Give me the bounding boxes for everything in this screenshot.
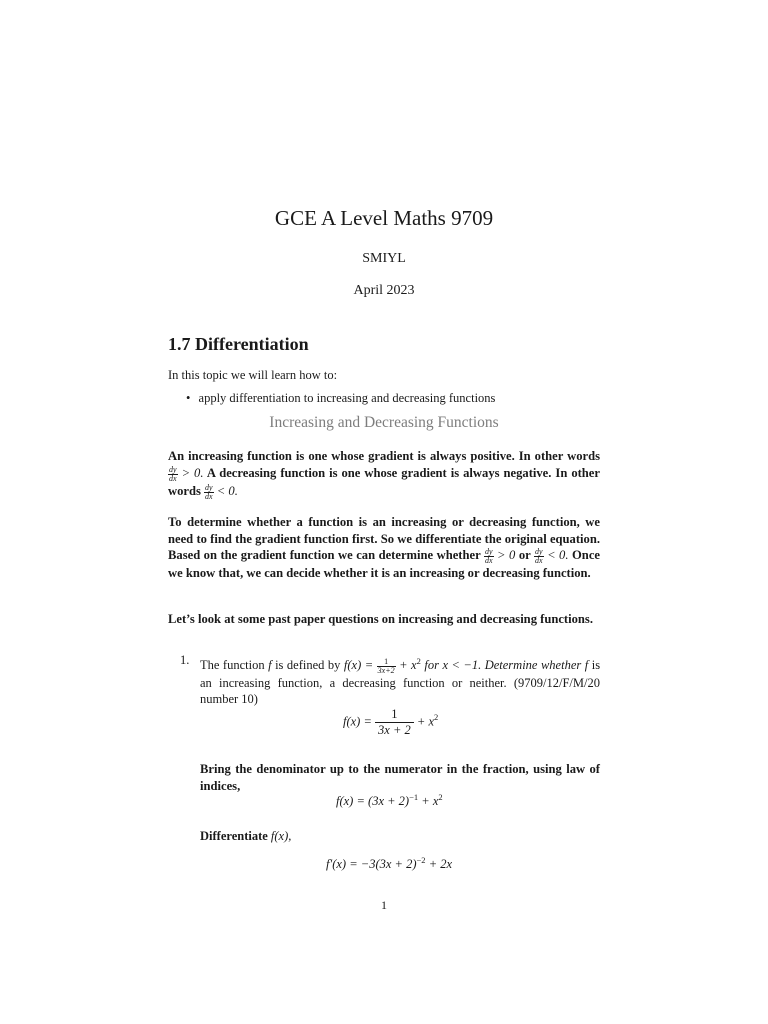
document-date: April 2023	[353, 283, 415, 298]
para2-text-b: Once we know that, we can decide whether it is an increasing or decreasing function.	[168, 548, 600, 580]
dydx-fraction: $\frac{dy}{dx}$	[535, 547, 543, 565]
lt-zero: < 0.	[547, 548, 569, 562]
lt-zero: < 0.	[216, 483, 238, 498]
question-text: The function f is defined by f(x) = $\frac{1}{3x+2}$ + $x^2$ for x < −1. Determine whether f is an increasing function, a decreasing function or neither. (9709/12/F/M/20 number 10)	[200, 656, 601, 707]
paragraph-intro-questions: Let’s look at some past paper questions on increasing and decreasing functions.	[168, 612, 593, 626]
question-number: 1.	[180, 653, 190, 667]
question-fraction: $\frac{1}{3x+2}$	[377, 657, 395, 676]
bullet-item: apply differentiation to increasing and decreasing functions	[198, 391, 496, 405]
or-word: or	[518, 548, 531, 562]
step-differentiate: Differentiate f(x),	[200, 829, 292, 843]
para1-text-a: An increasing function is one whose gradient is always positive. In other words	[168, 449, 600, 463]
para2-text-a: To determine whether a function is an increasing or decreasing function, we need to find the gradient function first. So we differentiate the original equation. Based on the gradient function we can determine whether	[168, 515, 600, 562]
equation-fx: f(x) = $\frac{1}{3x + 2}$ + $x^2$	[343, 707, 439, 737]
subheading: Increasing and Decreasing Functions	[269, 414, 499, 431]
intro-text: In this topic we will learn how to:	[168, 368, 338, 382]
dydx-fraction: $\frac{dy}{dx}$	[169, 464, 177, 483]
document-author: SMIYL	[362, 251, 406, 266]
document-title: GCE A Level Maths 9709	[274, 206, 494, 230]
step-indices: Bring the denominator up to the numerator in the fraction, using law of indices,	[200, 762, 600, 793]
equation-derivative: $f'(x) = -3(3x + 2)^{-2} + 2x$	[326, 855, 453, 872]
section-heading: 1.7 Differentiation	[168, 334, 309, 354]
gt-zero: > 0	[497, 548, 516, 562]
bullet-list	[186, 391, 495, 406]
paragraph-method	[168, 514, 600, 582]
equation-indices: $f(x) = (3x + 2)^{-1} + x^2$	[336, 792, 443, 809]
dydx-fraction: $\frac{dy}{dx}$	[484, 547, 493, 565]
page-number: 1	[381, 898, 387, 912]
dydx-fraction: $\frac{dy}{dx}$	[205, 482, 213, 501]
para1-text-b: A decreasing function is one whose gradient is always negative. In other words	[168, 465, 600, 498]
bullet-icon: •	[186, 391, 191, 405]
paragraph-definition	[168, 448, 600, 501]
equation-fraction: $\frac{1}{3x + 2}$	[375, 707, 414, 738]
gt-zero: > 0.	[181, 465, 204, 480]
